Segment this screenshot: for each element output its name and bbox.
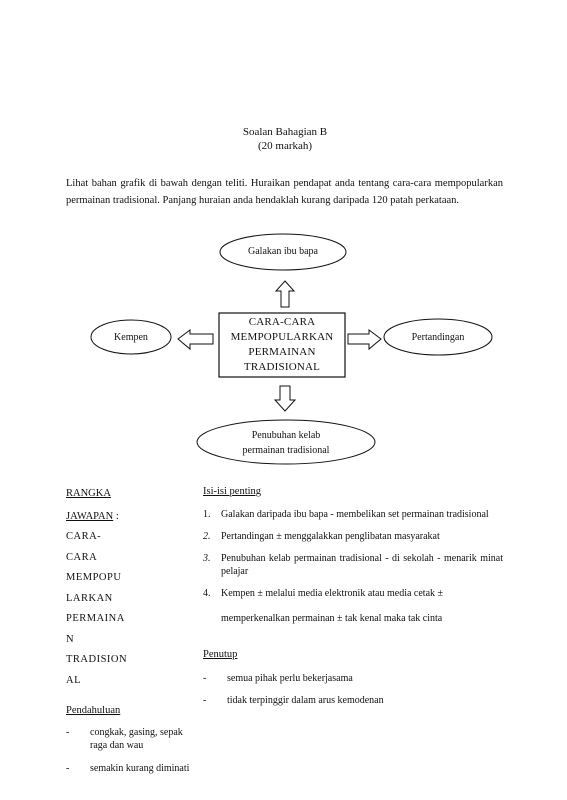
list-item [66, 726, 196, 752]
point-4-continuation: memperkenalkan permainan ± tak kenal maka tak cinta [221, 613, 443, 624]
rangka-title-line-1: RANGKA [66, 488, 111, 499]
bullet-dash: - [66, 763, 70, 774]
word-fragment: TRADISION [66, 654, 128, 665]
word-fragment: LARKAN [66, 592, 113, 604]
left-node-label: Kempen [114, 332, 148, 343]
list-item [203, 694, 503, 707]
bullet-dash: - [66, 727, 70, 738]
point-number: 4. [203, 588, 211, 599]
word-fragment: MEMPOPU [66, 572, 122, 583]
right-node-label: Pertandingan [411, 332, 465, 343]
intro-title: Pendahuluan [66, 705, 121, 716]
content-point [203, 508, 503, 521]
instructions-paragraph: Lihat bahan grafik di bawah dengan teliti. Huraikan pendapat anda tentang cara-cara mempopularkan permainan tradisional. Panjang huraian anda hendaklah kurang daripada 120 patah perkataan. [66, 178, 503, 206]
bullet-dash: - [203, 673, 207, 684]
down-arrow-icon [275, 386, 295, 411]
point-number: 1. [203, 509, 211, 520]
top-node-label: Galakan ibu bapa [248, 246, 318, 257]
bullet-dash: - [203, 695, 207, 706]
content-point [203, 587, 503, 600]
point-text: Kempen ± melalui media elektronik atau media cetak ± [221, 588, 444, 599]
point-number: 3. [203, 553, 211, 564]
word-fragment: N [66, 633, 75, 645]
list-item-text: semakin kurang diminati [90, 763, 190, 774]
word-fragment: CARA [66, 551, 98, 563]
point-text: Pertandingan ± menggalakkan penglibatan masyarakat [221, 531, 440, 542]
word-fragment: PERMAINA [66, 613, 125, 624]
list-item-text: tidak terpinggir dalam arus kemodenan [227, 695, 384, 706]
answer-outline-column [66, 484, 196, 775]
bottom-node-line-1: Penubuhan kelab [251, 430, 321, 441]
bottom-node-label [197, 428, 375, 458]
list-item [66, 762, 196, 775]
up-arrow-icon [276, 281, 294, 307]
closing-title: Penutup [203, 649, 238, 660]
point-text: Galakan daripada ibu bapa - membelikan set permainan tradisional [221, 509, 489, 520]
rangka-title-jawapan: JAWAPAN [66, 511, 114, 522]
center-line-3: PERMAINAN [248, 346, 316, 358]
content-points-column [203, 484, 503, 707]
marks-label: (20 markah) [257, 140, 313, 152]
content-point [203, 552, 503, 578]
list-item-text: semua pihak perlu bekerjasama [227, 673, 353, 684]
list-item-text: congkak, gasing, sepak raga dan wau [90, 727, 183, 751]
section-title: Soalan Bahagian B [242, 126, 328, 138]
point-number: 2. [203, 531, 211, 542]
content-title: Isi-isi penting [203, 486, 262, 497]
content-point [203, 530, 503, 543]
center-line-1: CARA-CARA [248, 316, 316, 328]
point-text: Penubuhan kelab permainan tradisional - di sekolah - menarik minat pelajar [221, 553, 503, 577]
right-arrow-icon [348, 330, 381, 349]
rangka-title-line-2 [66, 507, 196, 527]
left-arrow-icon [178, 330, 213, 349]
center-box-label [219, 315, 345, 375]
center-line-4: TRADISIONAL [243, 361, 321, 373]
center-line-2: MEMPOPULARKAN [230, 331, 334, 343]
rangka-title-colon: : [113, 511, 119, 522]
word-fragment: CARA- [66, 531, 102, 542]
word-fragment: AL [66, 674, 81, 686]
list-item [203, 672, 503, 685]
bottom-node-line-2: permainan tradisional [242, 445, 330, 456]
